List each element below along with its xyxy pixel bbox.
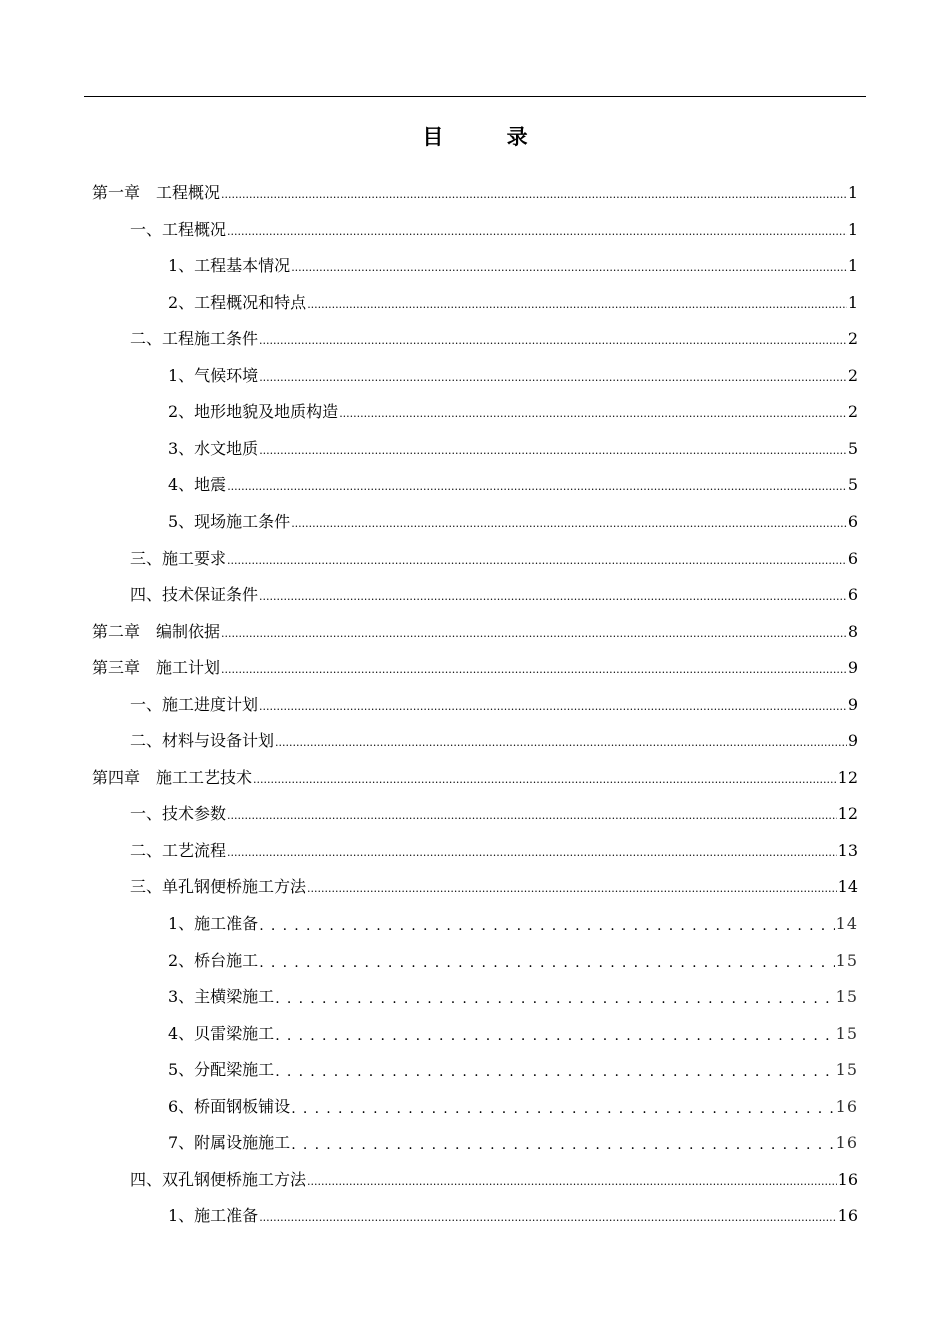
toc-dot-leader [259, 913, 834, 935]
toc-entry[interactable] [130, 862, 858, 898]
toc-entry[interactable] [130, 570, 858, 606]
toc-dot-leader [221, 621, 847, 643]
toc-dot-leader [253, 767, 837, 789]
toc-dot-leader [227, 840, 837, 862]
toc-entry[interactable] [168, 936, 858, 972]
toc-entry[interactable] [130, 314, 858, 350]
toc-entry-page-number: 9 [847, 658, 858, 678]
toc-entry-label: 第一章 工程概况 [92, 183, 221, 202]
toc-entry[interactable] [130, 534, 858, 570]
toc-entry[interactable] [130, 1155, 858, 1191]
toc-entry[interactable] [168, 1082, 858, 1118]
toc-entry[interactable] [168, 972, 858, 1008]
toc-entry[interactable] [168, 387, 858, 423]
page-title: 目 录 [422, 124, 556, 149]
toc-entry[interactable] [92, 168, 858, 204]
toc-dot-leader [259, 365, 847, 387]
toc-entry-label: 1、工程基本情况 [168, 256, 291, 276]
toc-entry-page-number: 12 [837, 767, 858, 787]
toc-dot-leader [259, 328, 847, 350]
toc-entry-label: 4、地震 [168, 475, 227, 495]
toc-dot-leader [221, 182, 847, 204]
toc-entry-label: 2、桥台施工 [168, 950, 259, 970]
toc-entry-label: 2、工程概况和特点 [168, 292, 307, 312]
toc-entry-label: 第二章 编制依据 [92, 621, 221, 641]
toc-dot-leader [221, 657, 847, 679]
toc-entry-label: 第四章 施工工艺技术 [92, 767, 253, 787]
toc-entry-page-number: 9 [847, 694, 858, 714]
toc-entry-label: 二、工程施工条件 [130, 329, 259, 349]
toc-entry[interactable] [168, 497, 858, 533]
toc-entry[interactable] [130, 716, 858, 752]
toc-entry-label: 一、技术参数 [130, 804, 227, 824]
toc-entry[interactable] [92, 607, 858, 643]
toc-dot-leader [291, 1132, 834, 1154]
toc-entry-label: 四、双孔钢便桥施工方法 [130, 1169, 307, 1189]
toc-entry-page-number: 12 [837, 804, 858, 824]
toc-entry-label: 5、现场施工条件 [168, 511, 291, 531]
toc-dot-leader [227, 803, 837, 825]
toc-entry-label: 1、气候环境 [168, 365, 259, 385]
toc-entry-page-number: 15 [835, 1060, 858, 1080]
toc-entry-page-number: 6 [847, 585, 858, 605]
toc-entry-label: 4、贝雷梁施工 [168, 1023, 275, 1043]
toc-dot-leader [259, 694, 847, 716]
toc-entry-page-number: 14 [837, 877, 858, 897]
toc-entry-page-number: 1 [847, 292, 858, 312]
toc-dot-leader [291, 511, 847, 533]
toc-entry-label: 一、施工进度计划 [130, 694, 259, 714]
toc-dot-leader [259, 584, 847, 606]
toc-entry-label: 3、水文地质 [168, 438, 259, 458]
toc-entry-label: 2、地形地貌及地质构造 [168, 402, 339, 422]
toc-entry[interactable] [168, 460, 858, 496]
toc-dot-leader [339, 401, 847, 423]
toc-entry-page-number: 1 [847, 219, 858, 239]
toc-entry-page-number: 13 [837, 840, 858, 860]
toc-dot-leader [307, 1169, 837, 1191]
toc-dot-leader [307, 876, 837, 898]
toc-entry-label: 5、分配梁施工 [168, 1060, 275, 1080]
toc-entry[interactable] [130, 826, 858, 862]
toc-entry-page-number: 6 [847, 511, 858, 531]
toc-entry-page-number: 14 [835, 914, 858, 933]
toc-entry-page-number: 1 [847, 183, 858, 202]
toc-entry-page-number: 5 [847, 438, 858, 458]
toc-dot-leader [291, 1096, 834, 1118]
toc-dot-leader [259, 950, 834, 972]
toc-dot-leader [291, 255, 847, 277]
toc-entry[interactable] [92, 753, 858, 789]
toc-entry-page-number: 9 [847, 731, 858, 751]
toc-entry-label: 一、工程概况 [130, 219, 227, 239]
toc-entry[interactable] [168, 1118, 858, 1154]
toc-entry-label: 四、技术保证条件 [130, 585, 259, 605]
toc-dot-leader [227, 474, 847, 496]
toc-entry-page-number: 16 [837, 1169, 858, 1189]
toc-dot-leader [275, 730, 847, 752]
toc-entry[interactable] [168, 424, 858, 460]
toc-dot-leader [227, 548, 847, 570]
toc-entry[interactable] [168, 899, 858, 935]
toc-entry-label: 三、单孔钢便桥施工方法 [130, 877, 307, 897]
toc-entry-page-number: 16 [835, 1133, 858, 1153]
toc-entry-page-number: 16 [835, 1096, 858, 1116]
toc-entry-page-number: 1 [847, 256, 858, 276]
toc-entry-label: 1、施工准备 [168, 1206, 259, 1226]
toc-dot-leader [259, 438, 847, 460]
toc-entry-label: 三、施工要求 [130, 548, 227, 568]
toc-entry-page-number: 15 [835, 987, 858, 1007]
toc-entry-page-number: 6 [847, 548, 858, 568]
toc-dot-leader [227, 219, 847, 241]
toc-entry-page-number: 5 [847, 475, 858, 495]
toc-entry-page-number: 15 [835, 1023, 858, 1043]
toc-entry[interactable] [130, 680, 858, 716]
toc-dot-leader [275, 1059, 834, 1081]
toc-dot-leader [275, 1023, 834, 1045]
toc-entry-page-number: 2 [847, 402, 858, 422]
toc-entry[interactable] [130, 205, 858, 241]
toc-dot-leader [307, 292, 847, 314]
toc-dot-leader [259, 1205, 836, 1227]
toc-dot-leader [275, 986, 834, 1008]
header-rule [84, 96, 866, 97]
toc-entry-page-number: 15 [835, 950, 858, 970]
toc-entry-label: 6、桥面钢板铺设 [168, 1096, 291, 1116]
toc-entry-label: 1、施工准备 [168, 914, 259, 933]
toc-entry[interactable] [130, 789, 858, 825]
toc-entry-page-number: 16 [837, 1206, 858, 1226]
toc-entry[interactable] [168, 351, 858, 387]
toc-entry[interactable] [168, 241, 858, 277]
toc-entry-label: 第三章 施工计划 [92, 658, 221, 678]
toc-entry[interactable] [92, 643, 858, 679]
toc-entry[interactable] [168, 1009, 858, 1045]
toc-entry-label: 3、主横梁施工 [168, 987, 275, 1007]
toc-entry-page-number: 2 [847, 365, 858, 385]
toc-entry-label: 7、附属设施施工 [168, 1133, 291, 1153]
toc-entry-page-number: 8 [847, 621, 858, 641]
toc-entry-label: 二、工艺流程 [130, 840, 227, 860]
toc-entry[interactable] [168, 278, 858, 314]
toc-entry[interactable] [168, 1191, 858, 1227]
toc-entry-page-number: 2 [847, 329, 858, 349]
toc-entry[interactable] [168, 1045, 858, 1081]
toc-entry-label: 二、材料与设备计划 [130, 731, 275, 751]
